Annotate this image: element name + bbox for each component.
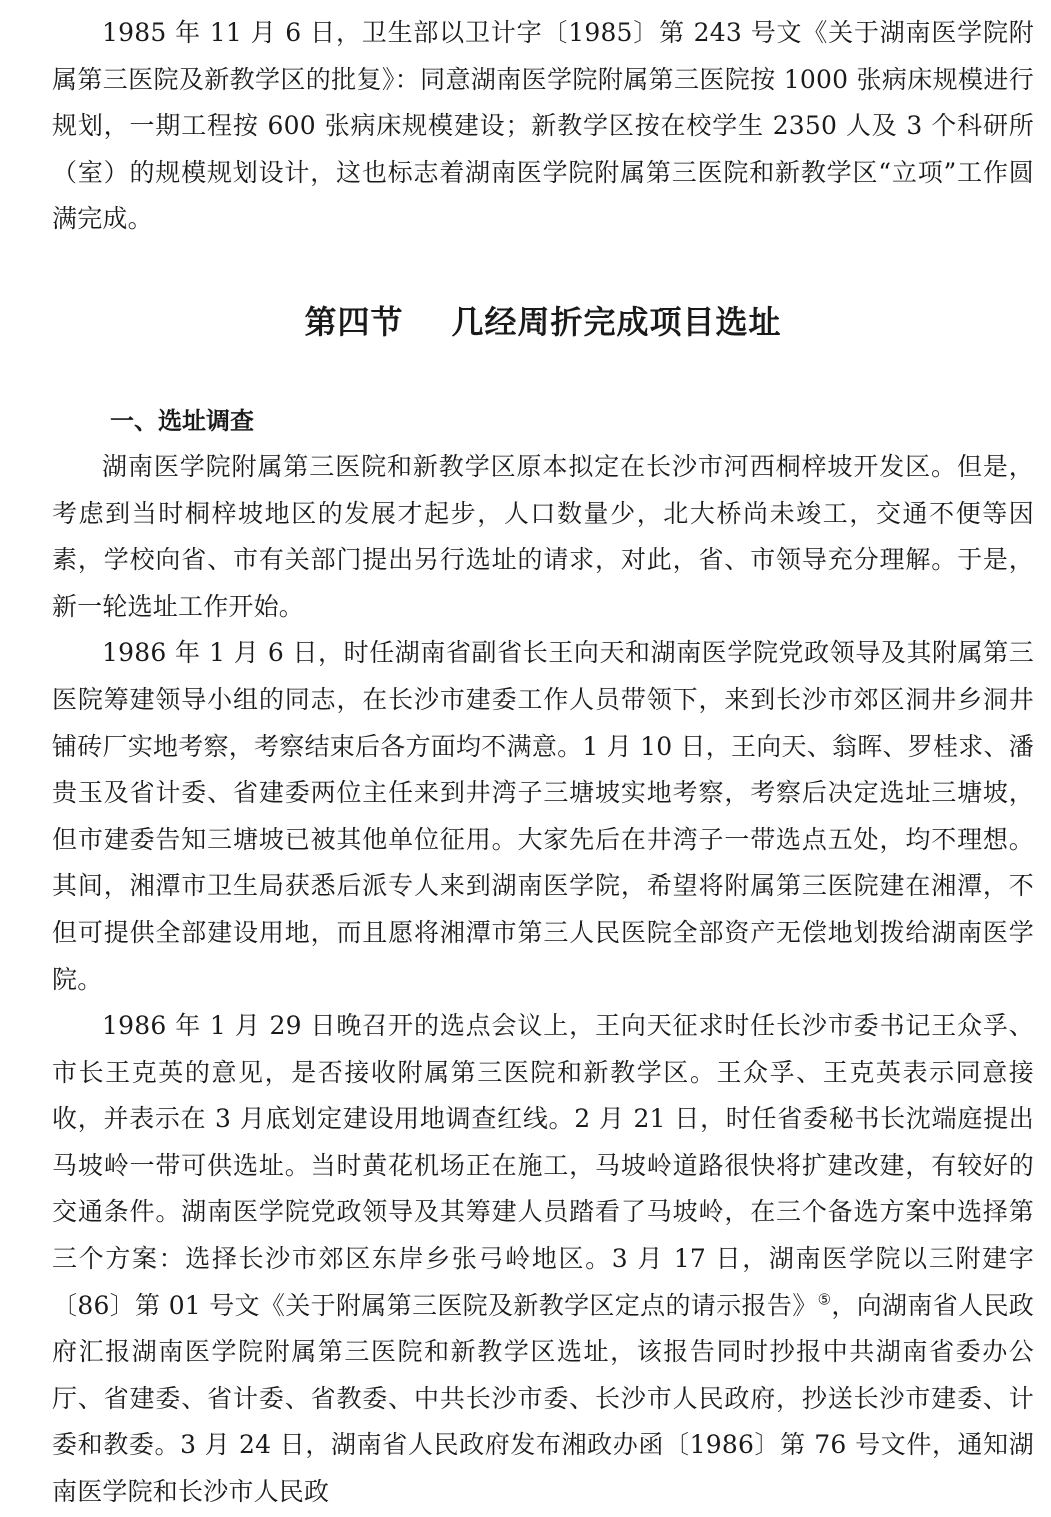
section-heading [52,243,1034,398]
paragraph-text-before-note: 1986 年 1 月 29 日晚召开的选点会议上，王向天征求时任长沙市委书记王众孚、市长王克英的意见，是否接收附属第三医院和新教学区。王众孚、王克英表示同意接收，并表示在 3 月底划定建设用地调查红线。2 月 21 日，时任省委秘书长沈端庭提出马坡岭一带可供选址。当时黄花机场正在施工，马坡岭道路很快将扩建改建，有较好的交通条件。湖南医学院党政领导及其筹建人员踏看了马坡岭，在三个备选方案中选择第三个方案：选择长沙市郊区东岸乡张弓岭地区。3 月 17 日，湖南医学院以三附建字〔86〕第 01 号文《关于附属第三医院及新教学区定点的请示报告》 [52,1011,1034,1320]
footnote-marker[interactable]: ⑤ [817,1290,832,1309]
paragraph-last [52,1003,1034,1516]
section-title: 几经周折完成项目选址 [451,302,782,341]
paragraph: 1986 年 1 月 6 日，时任湖南省副省长王向天和湖南医学院党政领导及其附属第三医院筹建领导小组的同志，在长沙市建委工作人员带领下，来到长沙市郊区洞井乡洞井铺砖厂实地考察，考察结束后各方面均不满意。1 月 10 日，王向天、翁晖、罗桂求、潘贵玉及省计委、省建委两位主任来到井湾子三塘坡实地考察，考察后决定选址三塘坡，但市建委告知三塘坡已被其他单位征用。大家先后在井湾子一带选点五处，均不理想。其间，湘潭市卫生局获悉后派专人来到湖南医学院，希望将附属第三医院建在湘潭，不但可提供全部建设用地，而且愿将湘潭市第三人民医院全部资产无偿地划拨给湖南医学院。 [52,638,1034,994]
document-page [52,10,1034,1516]
paragraph-intro: 1985 年 11 月 6 日，卫生部以卫计字〔1985〕第 243 号文《关于湖南医学院附属第三医院及新教学区的批复》：同意湖南医学院附属第三医院按 1000 张病床规模进行规划，一期工程按 600 张病床规模建设；新教学区按在校学生 2350 人及 3 个科研所（室）的规模规划设计，这也标志着湖南医学院附属第三医院和新教学区“立项”工作圆满完成。 [52,18,1034,234]
paragraph: 湖南医学院附属第三医院和新教学区原本拟定在长沙市河西桐梓坡开发区。但是，考虑到当时桐梓坡地区的发展才起步，人口数量少，北大桥尚未竣工，交通不便等因素，学校向省、市有关部门提出另行选址的请求，对此，省、市领导充分理解。于是，新一轮选址工作开始。 [52,451,1034,621]
subsection-heading: 一、选址调查 [110,406,254,435]
paragraph-text-after-note: ，向湖南省人民政府汇报湖南医学院附属第三医院和新教学区选址，该报告同时抄报中共湖南省委办公厅、省建委、省计委、省教委、中共长沙市委、长沙市人民政府，抄送长沙市建委、计委和教委。3 月 24 日，湖南省人民政府发布湘政办函〔1986〕第 76 号文件，通知湖南医学院和长沙市人民政 [52,1290,1034,1507]
section-number: 第四节 [304,302,404,341]
